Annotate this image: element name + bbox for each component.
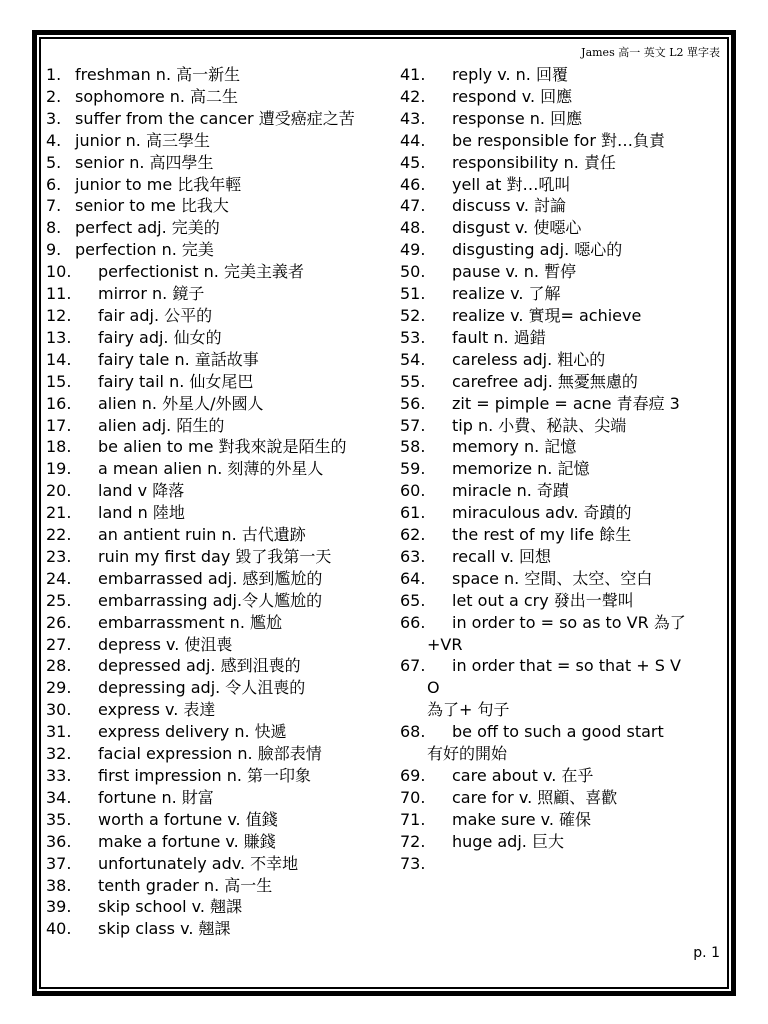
vocab-item — [46, 546, 386, 568]
item-number: 27. — [46, 634, 72, 654]
vocab-item — [46, 261, 386, 283]
item-text: depressing adj. 令人沮喪的 — [98, 678, 306, 698]
vocab-item — [46, 743, 386, 765]
item-number: 32. — [46, 744, 72, 764]
item-number: 18. — [46, 437, 72, 457]
item-number: 24. — [46, 568, 72, 588]
item-number: 17. — [46, 415, 72, 435]
item-text: discuss v. 討論 — [452, 196, 567, 216]
vocab-item — [400, 809, 722, 831]
vocab-item — [400, 612, 722, 634]
vocab-item — [400, 261, 722, 283]
vocab-item — [46, 502, 386, 524]
vocab-item — [400, 765, 722, 787]
item-text: worth a fortune v. 值錢 — [98, 809, 278, 829]
item-number: 8. — [46, 218, 62, 238]
item-text: express v. 表達 — [98, 700, 216, 720]
vocab-item — [46, 174, 386, 196]
item-number: 62. — [400, 525, 426, 545]
item-number: 9. — [46, 240, 62, 260]
item-number: 73. — [400, 853, 426, 873]
item-number: 51. — [400, 284, 426, 304]
item-number: 15. — [46, 371, 72, 391]
vocab-item — [400, 831, 722, 853]
vocab-item — [400, 458, 722, 480]
item-number: 34. — [46, 787, 72, 807]
vocab-item — [46, 721, 386, 743]
item-text: realize v. 了解 — [452, 284, 561, 304]
vocab-item — [400, 152, 722, 174]
vocab-item — [46, 590, 386, 612]
item-number: 2. — [46, 86, 62, 106]
vocab-item — [46, 612, 386, 634]
vocab-item — [46, 239, 386, 261]
item-text: zit = pimple = acne 青春痘 3 — [452, 393, 680, 413]
vocab-item — [400, 590, 722, 612]
item-text: make sure v. 確保 — [452, 809, 592, 829]
item-text: care about v. 在乎 — [452, 766, 594, 785]
item-text: responsibility n. 責任 — [452, 152, 616, 172]
item-number: 16. — [46, 393, 72, 413]
item-number: 13. — [46, 327, 72, 347]
item-number: 45. — [400, 152, 426, 172]
vocab-item — [46, 655, 386, 677]
item-number: 71. — [400, 809, 426, 829]
vocab-item — [46, 677, 386, 699]
vocab-item — [400, 502, 722, 524]
item-number: 33. — [46, 766, 72, 785]
item-text: fairy adj. 仙女的 — [98, 327, 222, 347]
vocab-item — [46, 809, 386, 831]
item-number: 65. — [400, 590, 426, 610]
vocab-item — [46, 393, 386, 415]
item-number: 57. — [400, 415, 426, 435]
item-number: 36. — [46, 831, 72, 851]
item-text: fault n. 過錯 — [452, 327, 546, 347]
item-text: in order to = so as to VR 為了 — [452, 612, 686, 632]
item-number: 64. — [400, 568, 426, 588]
item-number: 14. — [46, 349, 72, 369]
vocab-item — [400, 546, 722, 568]
item-number: 7. — [46, 196, 62, 216]
vocab-item — [46, 327, 386, 349]
item-number: 39. — [46, 897, 72, 917]
item-text: alien adj. 陌生的 — [98, 415, 225, 435]
item-number: 49. — [400, 240, 426, 260]
item-number: 21. — [46, 503, 72, 523]
vocab-item — [400, 195, 722, 217]
item-text: perfect adj. 完美的 — [75, 218, 220, 238]
vocab-item — [400, 721, 722, 743]
item-number: 70. — [400, 787, 426, 807]
item-number: 43. — [400, 108, 426, 128]
item-text: ruin my first day 毀了我第一天 — [98, 546, 332, 566]
item-text: senior to me 比我大 — [75, 196, 229, 216]
vocab-item — [46, 371, 386, 393]
item-text: huge adj. 巨大 — [452, 831, 564, 851]
vocab-item — [400, 174, 722, 196]
item-text: embarrassed adj. 感到尷尬的 — [98, 568, 323, 588]
vocab-item — [46, 130, 386, 152]
item-text: miracle n. 奇蹟 — [452, 481, 569, 501]
item-text: the rest of my life 餘生 — [452, 525, 632, 545]
vocab-item — [400, 349, 722, 371]
item-text: recall v. 回想 — [452, 546, 552, 566]
item-text: reply v. n. 回覆 — [452, 65, 568, 84]
item-number: 69. — [400, 766, 426, 785]
vocab-list-right — [400, 64, 722, 875]
item-number: 66. — [400, 612, 426, 632]
item-number: 35. — [46, 809, 72, 829]
item-text: respond v. 回應 — [452, 86, 573, 106]
item-continuation: 為了+ 句子 — [427, 700, 510, 720]
item-text: junior to me 比我年輕 — [75, 174, 242, 194]
vocab-item — [46, 787, 386, 809]
item-number: 48. — [400, 218, 426, 238]
vocab-item — [400, 853, 722, 875]
item-text: memory n. 記憶 — [452, 437, 577, 457]
item-text: memorize n. 記憶 — [452, 459, 590, 479]
item-continuation: O — [427, 678, 440, 698]
item-number: 4. — [46, 130, 62, 150]
vocab-item — [400, 371, 722, 393]
item-text: disgusting adj. 噁心的 — [452, 240, 623, 260]
vocab-item — [400, 568, 722, 590]
vocab-item — [46, 480, 386, 502]
item-text: skip class v. 翹課 — [98, 919, 231, 939]
vocab-item — [400, 305, 722, 327]
item-text: fairy tail n. 仙女尾巴 — [98, 371, 254, 391]
item-number: 53. — [400, 327, 426, 347]
item-text: perfection n. 完美 — [75, 240, 214, 260]
item-text: express delivery n. 快遞 — [98, 722, 287, 742]
vocab-item — [46, 634, 386, 656]
vocab-item — [46, 524, 386, 546]
item-text: mirror n. 鏡子 — [98, 284, 205, 304]
item-text: disgust v. 使噁心 — [452, 218, 582, 238]
item-number: 52. — [400, 305, 426, 325]
page-header: James 高一 英文 L2 單字表 — [581, 46, 720, 59]
vocab-item — [400, 108, 722, 130]
vocab-list-left — [46, 64, 386, 940]
item-text: perfectionist n. 完美主義者 — [98, 262, 304, 282]
item-text: carefree adj. 無憂無慮的 — [452, 371, 638, 391]
vocab-item — [400, 480, 722, 502]
item-number: 42. — [400, 86, 426, 106]
item-number: 38. — [46, 875, 72, 895]
vocab-item — [400, 327, 722, 349]
item-number: 23. — [46, 546, 72, 566]
item-number: 11. — [46, 284, 72, 304]
item-number: 10. — [46, 262, 72, 282]
vocab-item — [46, 108, 386, 130]
item-text: alien n. 外星人/外國人 — [98, 393, 264, 413]
item-text: an antient ruin n. 古代遺跡 — [98, 525, 306, 545]
item-text: embarrassing adj.令人尷尬的 — [98, 590, 323, 610]
item-number: 20. — [46, 481, 72, 501]
item-number: 61. — [400, 503, 426, 523]
vocab-item — [46, 283, 386, 305]
item-continuation: 有好的開始 — [427, 744, 508, 764]
item-number: 60. — [400, 481, 426, 501]
item-text: yell at 對…吼叫 — [452, 174, 571, 194]
vocab-item — [400, 130, 722, 152]
vocab-item — [46, 415, 386, 437]
item-text: be off to such a good start — [452, 722, 664, 742]
item-number: 30. — [46, 700, 72, 720]
item-text: fairy tale n. 童話故事 — [98, 349, 259, 369]
item-text: land v 降落 — [98, 481, 185, 501]
item-text: skip school v. 翹課 — [98, 897, 243, 917]
item-text: land n 陸地 — [98, 503, 185, 523]
item-number: 22. — [46, 525, 72, 545]
item-number: 55. — [400, 371, 426, 391]
vocab-item — [46, 86, 386, 108]
item-number: 12. — [46, 305, 72, 325]
vocab-item — [46, 699, 386, 721]
vocab-item — [46, 436, 386, 458]
item-text: be responsible for 對…負責 — [452, 130, 665, 150]
item-number: 26. — [46, 612, 72, 632]
vocab-item — [46, 896, 386, 918]
vocab-item — [46, 458, 386, 480]
item-text: response n. 回應 — [452, 108, 583, 128]
item-number: 6. — [46, 174, 62, 194]
item-text: fortune n. 財富 — [98, 787, 214, 807]
vocab-item — [46, 853, 386, 875]
item-number: 1. — [46, 65, 62, 84]
item-number: 47. — [400, 196, 426, 216]
item-text: facial expression n. 臉部表情 — [98, 744, 322, 764]
item-number: 46. — [400, 174, 426, 194]
item-text: careless adj. 粗心的 — [452, 349, 606, 369]
item-number: 3. — [46, 108, 62, 128]
item-continuation: +VR — [427, 634, 463, 654]
item-number: 59. — [400, 459, 426, 479]
vocab-item — [46, 349, 386, 371]
vocab-item — [46, 152, 386, 174]
item-number: 25. — [46, 590, 72, 610]
vocab-item — [400, 415, 722, 437]
vocab-item — [400, 436, 722, 458]
vocab-item — [46, 64, 386, 86]
item-number: 54. — [400, 349, 426, 369]
item-text: embarrassment n. 尷尬 — [98, 612, 282, 632]
item-number: 31. — [46, 722, 72, 742]
vocab-item — [400, 64, 722, 86]
vocab-item — [46, 875, 386, 897]
item-text: depressed adj. 感到沮喪的 — [98, 656, 301, 676]
item-number: 44. — [400, 130, 426, 150]
vocab-item — [46, 217, 386, 239]
item-text: senior n. 高四學生 — [75, 152, 214, 172]
item-number: 72. — [400, 831, 426, 851]
item-text: unfortunately adv. 不幸地 — [98, 853, 299, 873]
vocab-item — [400, 283, 722, 305]
item-text: tenth grader n. 高一生 — [98, 875, 273, 895]
item-number: 67. — [400, 656, 426, 676]
vocab-item — [400, 524, 722, 546]
vocab-item — [46, 918, 386, 940]
vocab-item — [400, 239, 722, 261]
item-number: 40. — [46, 919, 72, 939]
vocab-item — [46, 831, 386, 853]
item-text: fair adj. 公平的 — [98, 305, 213, 325]
item-number: 41. — [400, 65, 426, 84]
item-text: make a fortune v. 賺錢 — [98, 831, 276, 851]
item-number: 63. — [400, 546, 426, 566]
item-number: 56. — [400, 393, 426, 413]
item-text: space n. 空間、太空、空白 — [452, 568, 653, 588]
vocab-item — [400, 393, 722, 415]
item-text: sophomore n. 高二生 — [75, 86, 239, 106]
vocab-item — [46, 568, 386, 590]
item-number: 29. — [46, 678, 72, 698]
item-text: let out a cry 發出一聲叫 — [452, 590, 634, 610]
item-text: miraculous adv. 奇蹟的 — [452, 503, 632, 523]
item-text: depress v. 使沮喪 — [98, 634, 233, 654]
item-text: realize v. 實現= achieve — [452, 305, 642, 325]
vocab-item — [46, 305, 386, 327]
item-number: 50. — [400, 262, 426, 282]
item-number: 28. — [46, 656, 72, 676]
item-number: 68. — [400, 722, 426, 742]
vocab-item — [46, 765, 386, 787]
item-text: care for v. 照顧、喜歡 — [452, 787, 618, 807]
item-text: a mean alien n. 刻薄的外星人 — [98, 459, 324, 479]
item-text: first impression n. 第一印象 — [98, 766, 312, 785]
item-number: 37. — [46, 853, 72, 873]
item-text: be alien to me 對我來說是陌生的 — [98, 437, 347, 457]
item-number: 19. — [46, 459, 72, 479]
vocab-item — [400, 86, 722, 108]
item-number: 58. — [400, 437, 426, 457]
item-text: in order that = so that + S V — [452, 656, 681, 676]
vocab-item — [400, 787, 722, 809]
page-number: p. 1 — [693, 945, 720, 961]
vocab-item — [46, 195, 386, 217]
vocab-item — [400, 655, 722, 677]
vocab-item — [400, 217, 722, 239]
item-number: 5. — [46, 152, 62, 172]
item-text: junior n. 高三學生 — [75, 130, 210, 150]
item-text: tip n. 小費、秘訣、尖端 — [452, 415, 627, 435]
item-text: suffer from the cancer 遭受癌症之苦 — [75, 108, 355, 128]
item-text: freshman n. 高一新生 — [75, 65, 241, 84]
item-text: pause v. n. 暫停 — [452, 262, 577, 282]
